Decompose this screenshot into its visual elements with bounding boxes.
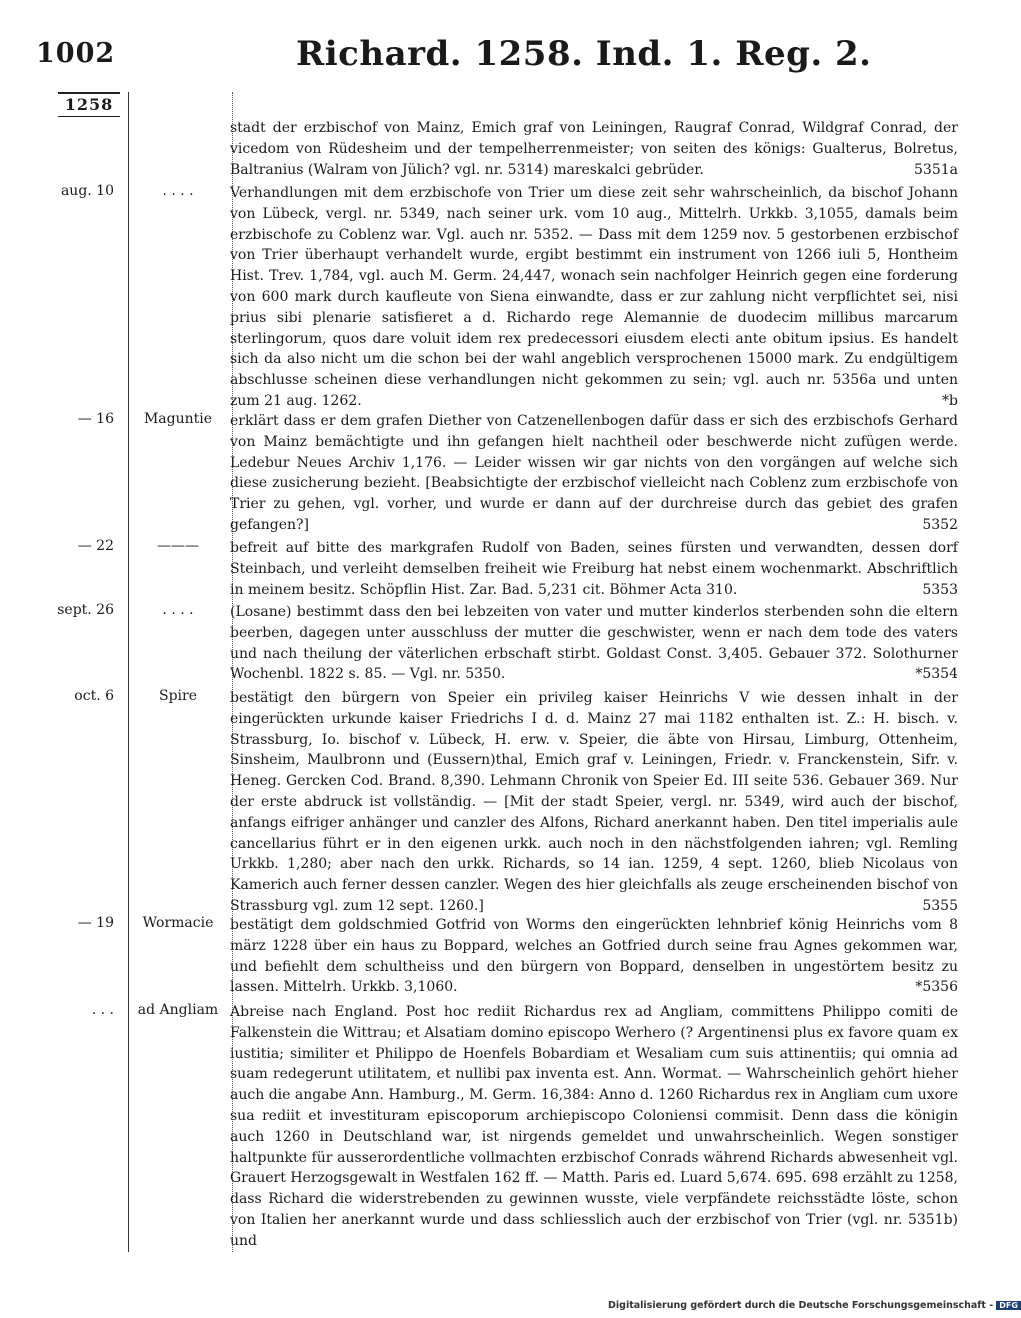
entry-body: bestätigt den bürgern von Speier ein privileg kaiser Heinrichs V wie dessen inhalt in der eingerückten urkunde kaiser Friedrichs I d. d. Mainz 27 mai 1182 enthalten ist. Z.: H. bisch. v. Strassburg, Io. bischof v. Lübeck, H. erw. v. Speier, die äbte von Hirsau, Limburg, Ottenheim, Sinsheim, Maulbronn und (Eussern)thal, Emich graf v. Leiningen, Friedr. v. Franckenstein, Sifr. v. Heneg. Gercken Cod. Brand. 8,390. Lehmann Chronik von Speier Ed. III seite 536. Gebauer 369. Nur der erste abdruck ist vollständig. — [Mit der stadt Speier, vergl. nr. 5349, wird auch der bischof, anfangs eifriger anhänger und canzler des Alfons, Richard anerkannt haben. Den titel imperialis aule cancellarius führt er in den eigenen urkk. auch noch in den nächstfolgenden iahren; vgl. Remling Urkkb. 1,280; aber nach den urkk. Richards, so 14 ian. 1259, 4 sept. 1260, blieb Nicolaus von Kamerich auch ferner dessen canzler. Wegen des hier gleichfalls als zeuge erscheinenden bischof von Strassburg vgl. zum 12 sept. 1260.]: [230, 690, 958, 914]
column-rule-date: [128, 92, 129, 1252]
entry-text: [230, 602, 958, 685]
digitization-credit: [608, 1300, 1021, 1311]
entry-body: stadt der erzbischof von Mainz, Emich graf von Leiningen, Raugraf Conrad, Wildgraf Conrad, der vicedom von Rüdesheim und der tempelherrenmeister; von seiten des königs: Gualterus, Bolretus, Baltranius (Walram von Jülich? vgl. nr. 5314) mareskalci gebrüder.: [230, 120, 958, 178]
entry-text: [230, 411, 958, 536]
entry-number: *b: [942, 392, 958, 409]
entry-number: 5355: [922, 897, 958, 914]
entry-body: erklärt dass er dem grafen Diether von Catzenellenbogen dafür dass er sich des erzbischofs Gerhard von Mainz bemächtigte und ihn gefangen hielt nachtheil oder beschwerde nicht zufügen werde. Ledebur Neues Archiv 1,176. — Leider wissen wir gar nichts von den vorgängen auf welche sich diese zusicherung bezieht. [Beabsichtigte der erzbischof vielleicht nach Coblenz zum erzbischofe von Trier zu gehen, vgl. vorher, und wurde er dann auf der durchreise durch das gebiet des grafen gefangen?]: [230, 413, 958, 533]
entry-place: Maguntie: [143, 411, 213, 427]
entry-date: aug. 10: [60, 183, 114, 199]
entry-place: ad Angliam: [137, 1002, 219, 1018]
year-heading: 1258: [58, 92, 120, 117]
entry-date: — 19: [77, 915, 114, 931]
entry-number: *5354: [915, 666, 958, 683]
entry-number: 5351a: [914, 161, 958, 178]
entry-body: befreit auf bitte des markgrafen Rudolf von Baden, seines fürsten und verwandten, dessen dorf Steinbach, und verleiht demselben freiheit wie Freiburg hat nebst einem wochenmarkt. Abschriftlich in meinem besitz. Schöpflin Hist. Zar. Bad. 5,231 cit. Böhmer Acta 310.: [230, 540, 958, 598]
entry-body: bestätigt dem goldschmied Gotfrid von Worms den eingerückten lehnbrief könig Heinrichs vom 8 märz 1228 über ein haus zu Boppard, welches an Gotfried durch seine frau Agnes gekommen war, und befiehlt dem schultheiss und den bürgern von Boppard, denselben in ungestörtem besitz zu lassen. Mittelrh. Urkkb. 3,1060.: [230, 917, 958, 996]
entry-body: (Losane) bestimmt dass den bei lebzeiten von vater und mutter kinderlos sterbenden sohn die eltern beerben, dagegen unter ausschluss der mutter die geschwister, wenn er nach dem tode des vaters und nach theilung der väterlichen erbschaft stirbt. Goldast Const. 3,405. Gebauer 372. Solothurner Wochenbl. 1822 s. 85. — Vgl. nr. 5350.: [230, 604, 958, 683]
running-title: Richard. 1258. Ind. 1. Reg. 2.: [296, 34, 872, 74]
dfg-logo: DFG: [996, 1301, 1021, 1310]
entry-date: — 16: [77, 411, 114, 427]
entry-place: . . . .: [162, 602, 194, 618]
entry-text: [230, 1002, 958, 1252]
entry-date: oct. 6: [74, 688, 114, 704]
entry-number: 5353: [922, 581, 958, 598]
page-header: [36, 34, 966, 78]
entry-text: [230, 118, 958, 180]
entry-text: [230, 183, 958, 412]
entry-number: *5356: [915, 979, 958, 996]
entry-date: sept. 26: [57, 602, 114, 618]
entry-number: 5352: [922, 516, 958, 533]
entry-body: Verhandlungen mit dem erzbischofe von Trier um diese zeit sehr wahrscheinlich, da bischof Johann von Lübeck, vergl. nr. 5349, nach seiner urk. vom 10 aug., Mittelrh. Urkkb. 3,1055, damals beim erzbischofe zu Coblenz war. Vgl. auch nr. 5352. — Dass mit dem 1259 nov. 5 gestorbenen erzbischof von Trier überhaupt verhandelt wurde, ergibt bestimmt ein instrument von 1266 iuli 5, Hontheim Hist. Trev. 1,784, vgl. auch M. Germ. 24,447, wonach sein nachfolger Heinrich gegen eine forderung von 600 mark durch kaufleute von Siena einwandte, dass er zur zahlung nicht verpflichtet sei, nisi prius sibi plenarie satisfieret a d. Richardo rege Alemannie de duodecim millibus marcarum sterlingorum, quos dare voluit idem rex predecessori eiusdem electi ante obitum ipsius. Es handelt sich da also nicht um die schon bei der wahl angeblich versprochenen 15000 mark. Zu endgültigem abschlusse scheinen diese verhandlungen nicht gekommen zu sein; vgl. auch nr. 5356a und unten zum 21 aug. 1262.: [230, 185, 958, 409]
credit-text: Digitalisierung gefördert durch die Deutsche Forschungsgemeinschaft -: [608, 1300, 994, 1311]
entry-date: . . .: [91, 1002, 114, 1018]
page-number: 1002: [36, 38, 116, 69]
entry-place: . . . .: [162, 183, 194, 199]
entry-place: Wormacie: [142, 915, 214, 931]
entry-place: ———: [157, 538, 199, 554]
entry-date: — 22: [77, 538, 114, 554]
entry-text: [230, 915, 958, 998]
entry-text: [230, 688, 958, 917]
entry-place: Spire: [158, 688, 197, 704]
entry-text: [230, 538, 958, 600]
entry-body: Abreise nach England. Post hoc rediit Richardus rex ad Angliam, committens Philippo comiti de Falkenstein die Wittrau; et Alsatiam domino episcopo Werhero (? Argentinensi plus ex favore quam ex iustitia; similiter et Philippo de Hoenfels Bobardiam et Wesaliam cum suis attinentiis; qui omnia ad suam redegerunt utilitatem, et nullibi pax inventa est. Ann. Wormat. — Wahrscheinlich gehört hieher auch die angabe Ann. Hamburg., M. Germ. 16,384: Anno d. 1260 Richardus rex in Angliam cum uxore sua rediit et investituram episcoporum archiepiscopo Coloniensi commisit. Denn dass die königin auch 1260 in Deutschland war, ist nirgends gemeldet und unwahrscheinlich. Wegen sonstiger haltpunkte für ausserordentliche vollmachten erzbischof Conrads während Richards abwesenheit vgl. Grauert Herzogsgewalt in Westfalen 162 ff. — Matth. Paris ed. Luard 5,674. 695. 698 erzählt zu 1258, dass Richard die widerstrebenden zu gewinnen wusste, viele verpfändete reichsstädte löste, schon von Italien her anerkannt wurde und dass schliesslich auch der erzbischof von Trier (vgl. nr. 5351b) und: [230, 1004, 958, 1249]
